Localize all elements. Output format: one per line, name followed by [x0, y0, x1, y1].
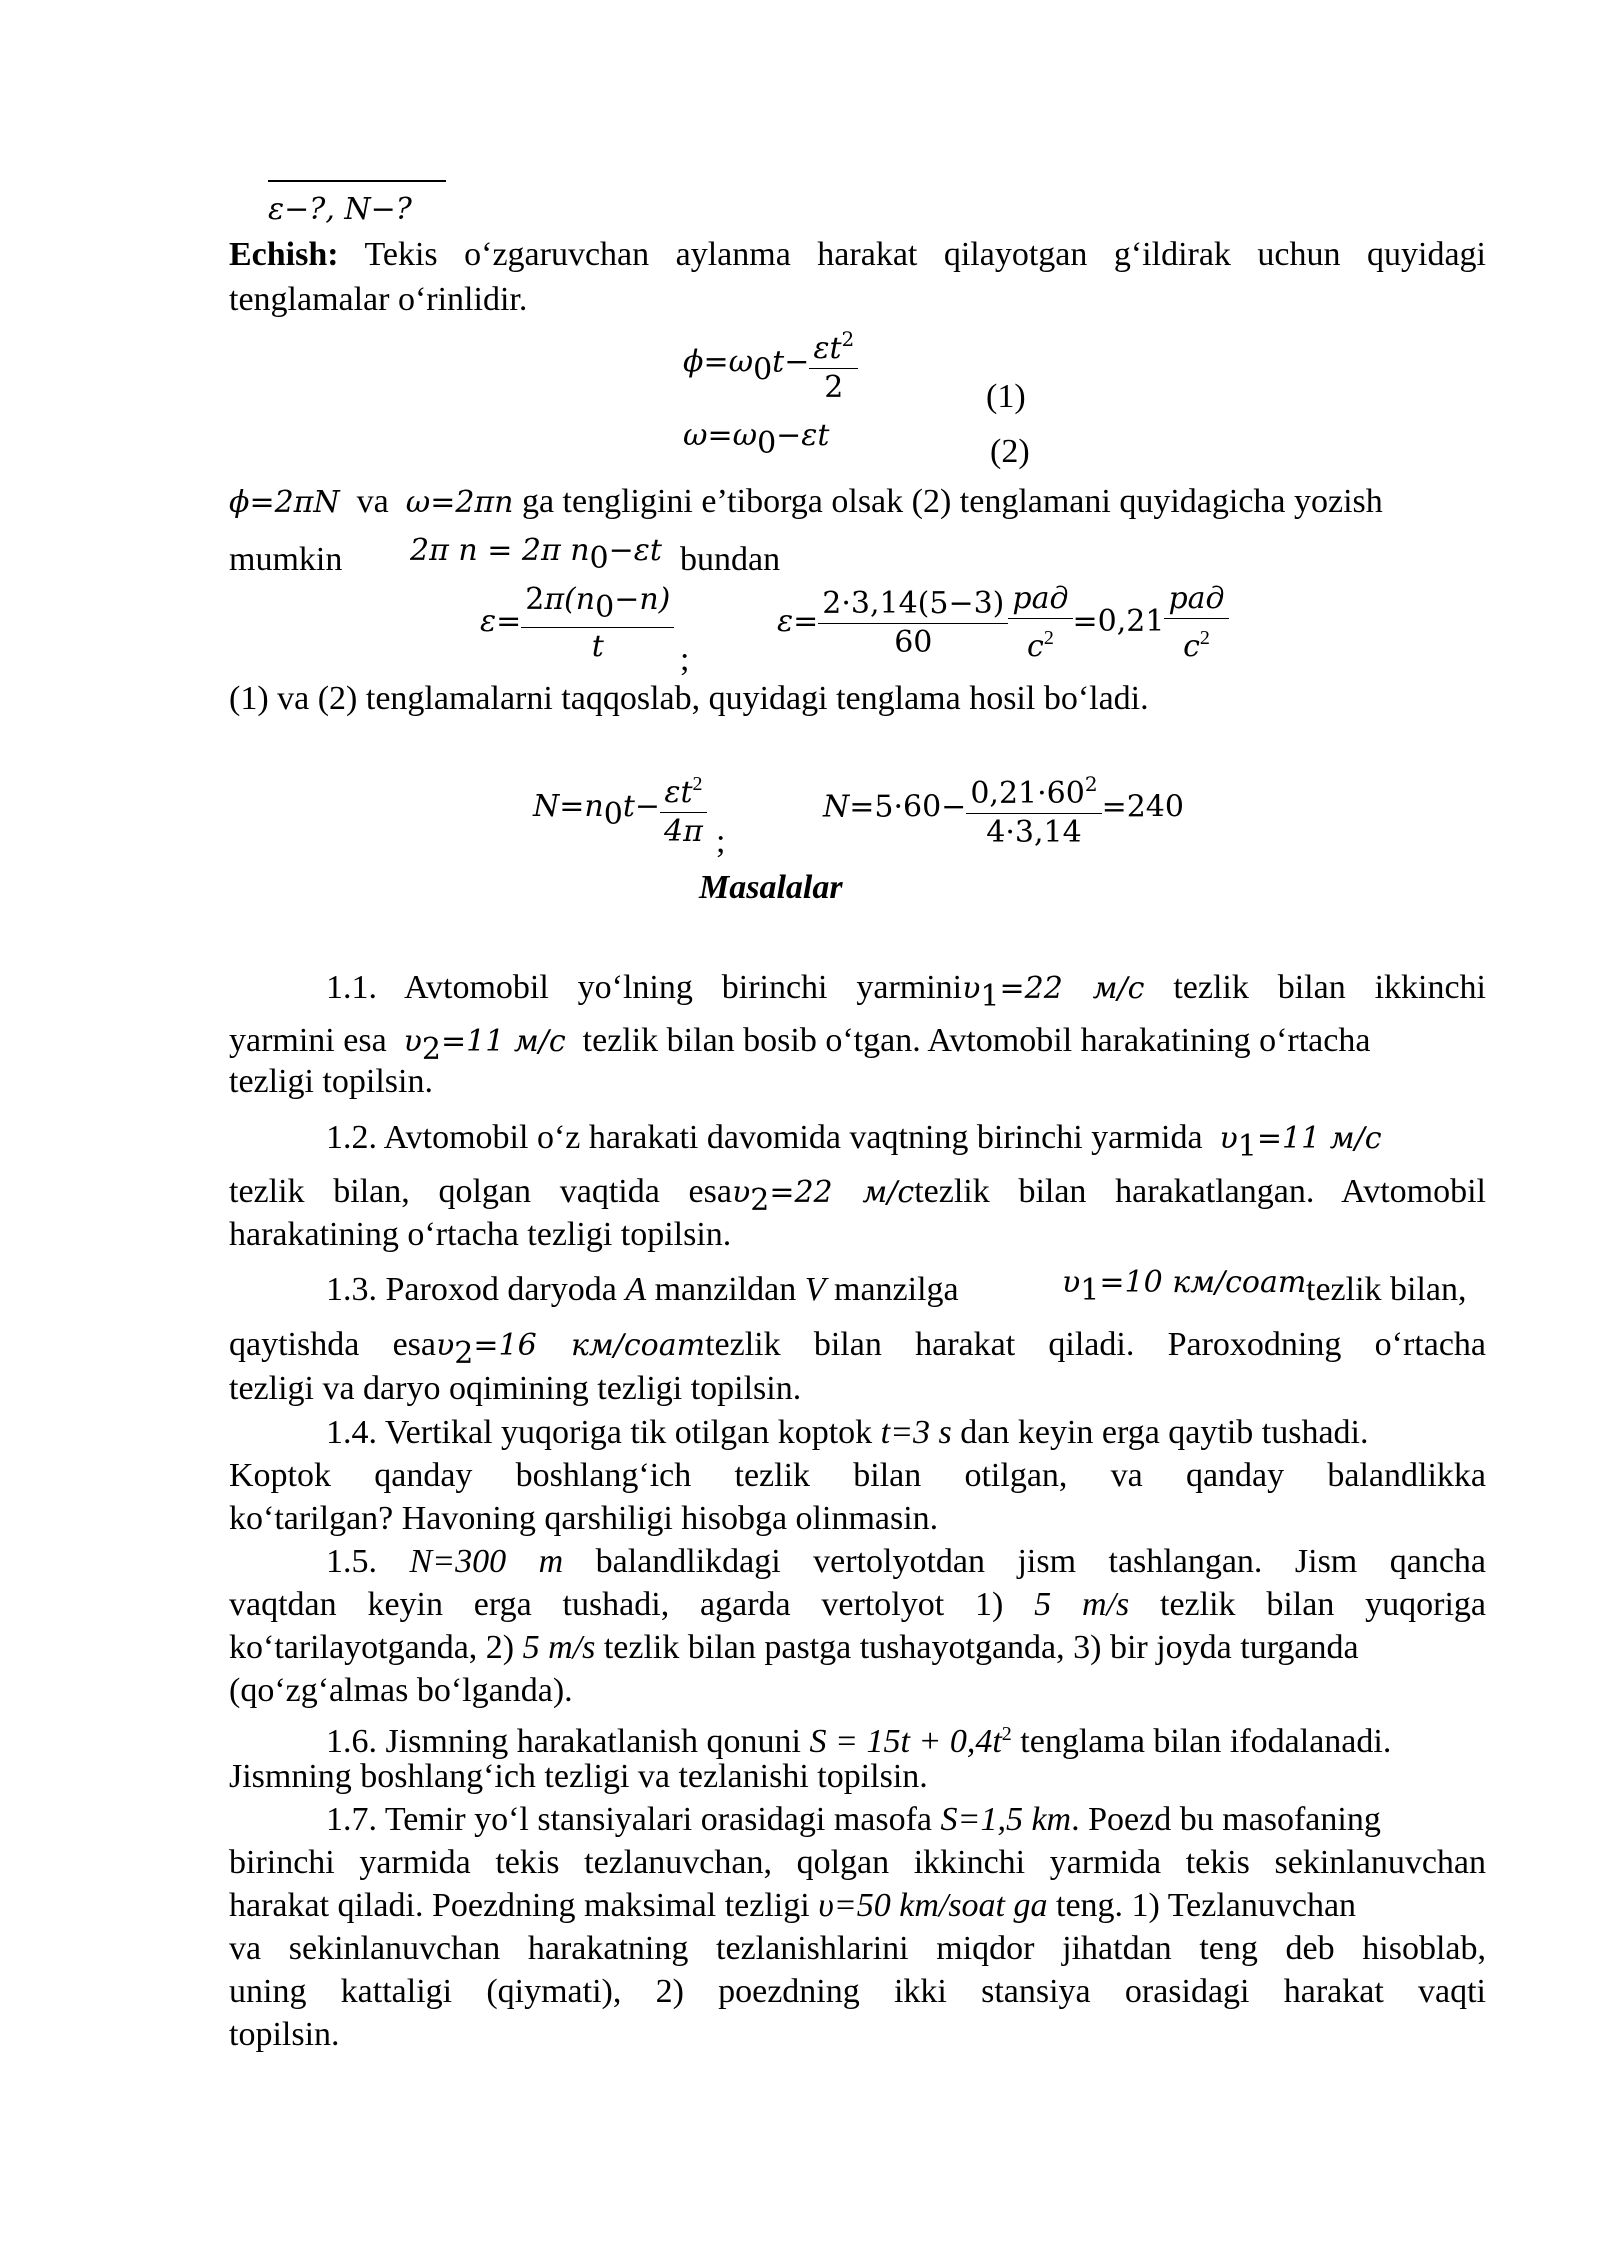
- problem-1-2-line1: 1.2. Avtomobil o‘z harakati davomida vaqtning birinchi yarmida $\upsilon_1=11$ м/с: [326, 1119, 1382, 1164]
- problem-1-7-line4: va sekinlanuvchan harakatning tezlanishlarini miqdor jihatdan teng deb hisoblab,: [229, 1930, 1486, 1967]
- problem-1-4-line2: Koptok qanday boshlang‘ich tezlik bilan otilgan, va qanday balandlikka: [229, 1457, 1486, 1494]
- problem-1-7-line2: birinchi yarmida tekis tezlanuvchan, qolgan ikkinchi yarmida tekis sekinlanuvchan: [229, 1844, 1486, 1881]
- n-formula-semicolon: ;: [716, 823, 726, 860]
- problem-1-5-line3: ko‘tarilayotganda, 2) 5 m/s tezlik bilan pastga tushayotganda, 3) bir joyda turganda: [229, 1629, 1359, 1666]
- n-formula: $N=n_0t-$ $\frac{\varepsilon t^2}{4\pi}$: [533, 765, 707, 851]
- problem-1-1-line3: tezligi topilsin.: [229, 1063, 433, 1100]
- problem-1-1-line2: yarmini esa $\upsilon_2=11$ м/с tezlik bilan bosib o‘tgan. Avtomobil harakatining o‘rtacha: [229, 1022, 1371, 1067]
- problem-1-3-line1: 1.3. Paroxod daryoda A manzildan V manzilga: [326, 1271, 959, 1308]
- condition-line: ϕ=2πN va ω=2πn ga tengligini e’tiborga olsak (2) tenglamani quyidagicha yozish: [229, 483, 1383, 520]
- solution-intro-text: Tekis o‘zgaruvchan aylanma harakat qilayotgan g‘ildirak uchun quyidagi: [364, 236, 1487, 273]
- problem-1-3-line2: qaytishda esaυ$_2$=16 км/соатtezlik bilan harakat qiladi. Paroxodning o‘rtacha: [229, 1326, 1487, 1371]
- equation-1: $\phi=\omega_0t-$ $\frac{\varepsilon t^2}{2}$: [683, 320, 858, 407]
- problem-1-7-line1: 1.7. Temir yo‘l stansiyalari orasidagi masofa S=1,5 km. Poezd bu masofaning: [326, 1801, 1381, 1838]
- equation-2-tag: (2): [990, 433, 1030, 470]
- solution-intro-line1: [229, 235, 1486, 275]
- section-title: Masalalar: [699, 869, 843, 906]
- solution-label: Echish:: [229, 236, 339, 273]
- problem-1-3-line1-end: tezlik bilan,: [1306, 1271, 1467, 1308]
- problem-1-3-v1: $\upsilon_1=10$ км/соат: [1062, 1265, 1307, 1308]
- epsilon-numeric-formula: ε= $\frac{2\cdot 3,14(5-3)}{60}$ $\frac{\text{рад}}{с^2}$ =0,21 $\frac{\text{рад}}{с^2}$: [777, 580, 1229, 666]
- given-unknowns: ε−?, N−?: [268, 192, 412, 227]
- solution-intro-line2: tenglamalar o‘rinlidir.: [229, 281, 528, 318]
- problem-1-2-line2: tezlik bilan, qolgan vaqtida esaυ$_2$=22 м/сtezlik bilan harakatlangan. Avtomobil: [229, 1173, 1486, 1218]
- problem-1-6-line1: 1.6. Jismning harakatlanish qonuni $S = 15t + 0,4t^2$ tenglama bilan ifodalanadi.: [326, 1723, 1392, 1760]
- problem-1-7-line3: harakat qiladi. Poezdning maksimal tezligi υ=50 km/soat ga teng. 1) Tezlanuvchan: [229, 1887, 1357, 1924]
- problem-1-5-line2: vaqtdan keyin erga tushadi, agarda vertolyot 1) 5 m/s tezlik bilan yuqoriga: [229, 1586, 1486, 1623]
- equation-1-tag: (1): [986, 378, 1026, 415]
- bundan-word: bundan: [680, 541, 781, 578]
- epsilon-formula: ε= $\frac{2\pi(n_0-n)}{t}$: [480, 580, 674, 666]
- mumkin-word: mumkin: [229, 541, 343, 578]
- n-numeric-formula: N=5·60− $\frac{0,21\cdot 60^2}{4\cdot 3,14}$ =240: [823, 765, 1184, 852]
- problem-1-5-line4: (qo‘zg‘almas bo‘lganda).: [229, 1672, 573, 1709]
- equation-3: 2π n = 2π $n_0-\varepsilon t$: [410, 533, 662, 576]
- epsilon-semicolon: ;: [680, 641, 690, 678]
- problem-1-1-line1: 1.1. Avtomobil yo‘lning birinchi yarminiυ$_1$=22 м/с tezlik bilan ikkinchi: [326, 969, 1486, 1014]
- problem-1-7-line6: topilsin.: [229, 2016, 340, 2053]
- problem-1-4-line1: 1.4. Vertikal yuqoriga tik otilgan koptok t=3 s dan keyin erga qaytib tushadi.: [326, 1414, 1369, 1451]
- problem-1-3-line3: tezligi va daryo oqimining tezligi topilsin.: [229, 1370, 802, 1407]
- problem-1-7-line5: uning kattaligi (qiymati), 2) poezdning ikki stansiya orasidagi harakat vaqti: [229, 1973, 1486, 2010]
- equation-2: $\omega=\omega_0-\varepsilon t$: [683, 418, 830, 461]
- problem-1-6-line2: Jismning boshlang‘ich tezligi va tezlanishi topilsin.: [229, 1758, 928, 1795]
- given-separator-line: [268, 180, 446, 182]
- comparison-text: (1) va (2) tenglamalarni taqqoslab, quyidagi tenglama hosil bo‘ladi.: [229, 680, 1149, 717]
- problem-1-5-line1: 1.5. N=300 m balandlikdagi vertolyotdan jism tashlangan. Jism qancha: [326, 1543, 1486, 1580]
- problem-1-2-line3: harakatining o‘rtacha tezligi topilsin.: [229, 1216, 732, 1253]
- problem-1-4-line3: ko‘tarilgan? Havoning qarshiligi hisobga olinmasin.: [229, 1500, 939, 1537]
